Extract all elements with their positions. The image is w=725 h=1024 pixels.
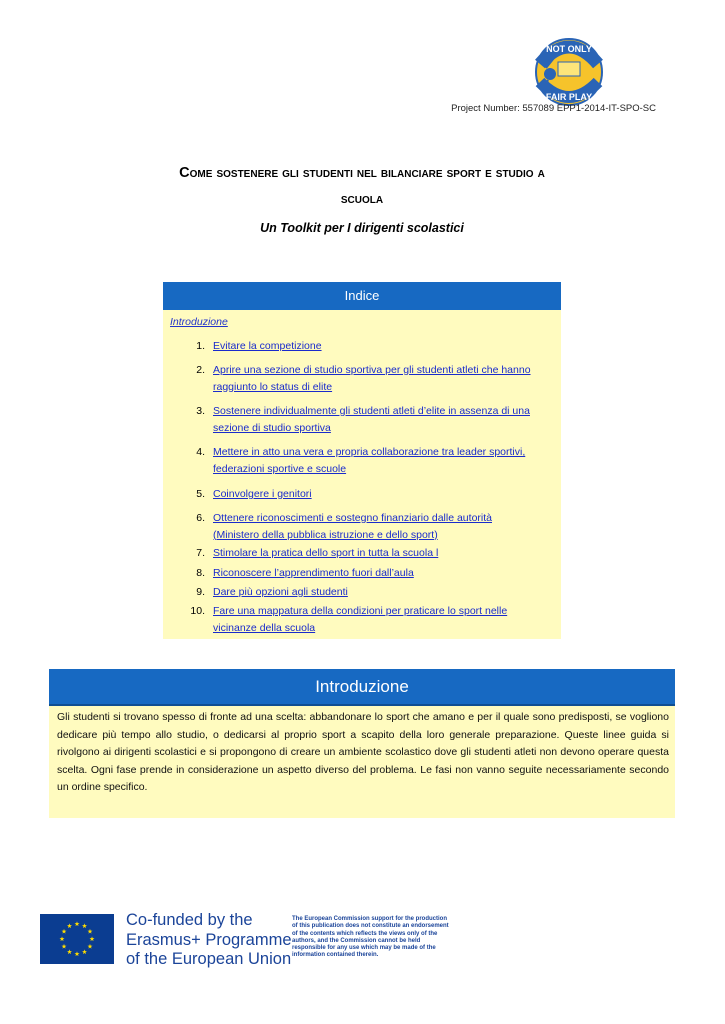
toc-link-introduction[interactable]: Introduzione (170, 316, 228, 328)
toc-item-number: 1. (196, 340, 205, 352)
toc-item-link[interactable] (213, 584, 558, 601)
document-subtitle: Un Toolkit per I dirigenti scolastici (260, 221, 464, 235)
toc-item-link-line: Stimolare la pratica dello sport in tutta la scuola l (213, 547, 439, 559)
toc-item-number: 10. (190, 605, 205, 617)
toc-item-link-line: Dare più opzioni agli studenti (213, 586, 348, 598)
toc-item-number: 9. (196, 586, 205, 598)
toc-item-number: 4. (196, 446, 205, 458)
introduction-text: Gli studenti si trovano spesso di fronte ad una scelta: abbandonare lo sport che amano e per il quale sono predisposti, se vogliono dedicare più tempo allo studio, o dedicarsi al proprio sport a scapito della loro generale preparazione. Queste linee guida si rivolgono ai dirigenti scolastici e si propongono di creare un ambiente scolastico dove gli studenti atleti non devono operare questa scelta. Ogni fase prende in considerazione un aspetto diverso del problema. Le fasi non vanno seguite necessariamente secondo un ordine specifico. (57, 711, 669, 793)
toc-item-number: 8. (196, 567, 205, 579)
toc-item-link-line: Ottenere riconoscimenti e sostegno finanziario dalle autorità (213, 512, 492, 524)
toc-item-link[interactable] (213, 403, 558, 436)
toc-item-link-line: Mettere in atto una vera e propria collaborazione tra leader sportivi, (213, 446, 526, 458)
toc-item-link-line: Coinvolgere i genitori (213, 488, 312, 500)
cofunded-line-3: of the European Union (126, 950, 292, 968)
toc-item-link-line: Fare una mappatura della condizioni per praticare lo sport nelle (213, 605, 508, 617)
document-title (62, 160, 662, 212)
introduction-section (49, 669, 675, 818)
toc-heading: Indice (163, 282, 561, 310)
document-title-line-1: Come sostenere gli studenti nel bilanciare sport e studio a (179, 165, 545, 181)
toc-item-link-line: vicinanze della scuola (213, 621, 316, 634)
not-only-fair-play-logo (528, 28, 610, 110)
eu-disclaimer: The European Commission support for the production of this publication does not constitute an endorsement of the contents which reflects the views only of the authors, and the Commission cannot be held responsible for any use which may be made of the information contained therein. (292, 916, 449, 959)
document-title-line-2: scuola (340, 191, 384, 207)
table-of-contents (163, 282, 561, 639)
toc-item-link[interactable] (213, 486, 558, 503)
svg-text:FAIR PLAY: FAIR PLAY (545, 92, 593, 102)
cofunded-line-2: Erasmus+ Programme (126, 930, 292, 949)
toc-item-number: 5. (196, 488, 205, 500)
cofunded-label (126, 911, 296, 970)
eu-flag-icon (40, 914, 114, 964)
footer (40, 911, 480, 968)
toc-item-link-line: raggiunto lo status di elite (213, 380, 333, 393)
toc-item-number: 6. (196, 512, 205, 524)
toc-item-link[interactable] (213, 362, 558, 395)
toc-item-link-line: Evitare la competizione (213, 340, 322, 352)
toc-item-link[interactable] (213, 444, 558, 477)
toc-item-link-line: federazioni sportive e scuole (213, 462, 347, 475)
toc-item-link[interactable] (213, 565, 558, 582)
toc-item-link[interactable] (213, 510, 558, 543)
toc-item-number: 7. (196, 547, 205, 559)
toc-item-number: 2. (196, 364, 205, 376)
toc-item-link-line: (Ministero della pubblica istruzione e dello sport) (213, 528, 438, 541)
toc-item-number: 3. (196, 405, 205, 417)
toc-item-link-line: Riconoscere l’apprendimento fuori dall’aula (213, 567, 414, 579)
svg-text:NOT ONLY: NOT ONLY (546, 44, 592, 54)
project-number: Project Number: 557089 EPP1-2014-IT-SPO-SC (451, 103, 656, 114)
cofunded-line-1: Co-funded by the (126, 911, 253, 929)
toc-item-link-line: Sostenere individualmente gli studenti atleti d’elite in assenza di una (213, 405, 530, 417)
toc-item-link[interactable] (213, 338, 558, 355)
toc-item-link-line: Aprire una sezione di studio sportiva per gli studenti atleti che hanno (213, 364, 531, 376)
toc-item-link[interactable] (213, 545, 558, 562)
toc-item-link-line: sezione di studio sportiva (213, 421, 331, 434)
toc-item-link[interactable] (213, 603, 558, 636)
introduction-heading: Introduzione (49, 669, 675, 706)
